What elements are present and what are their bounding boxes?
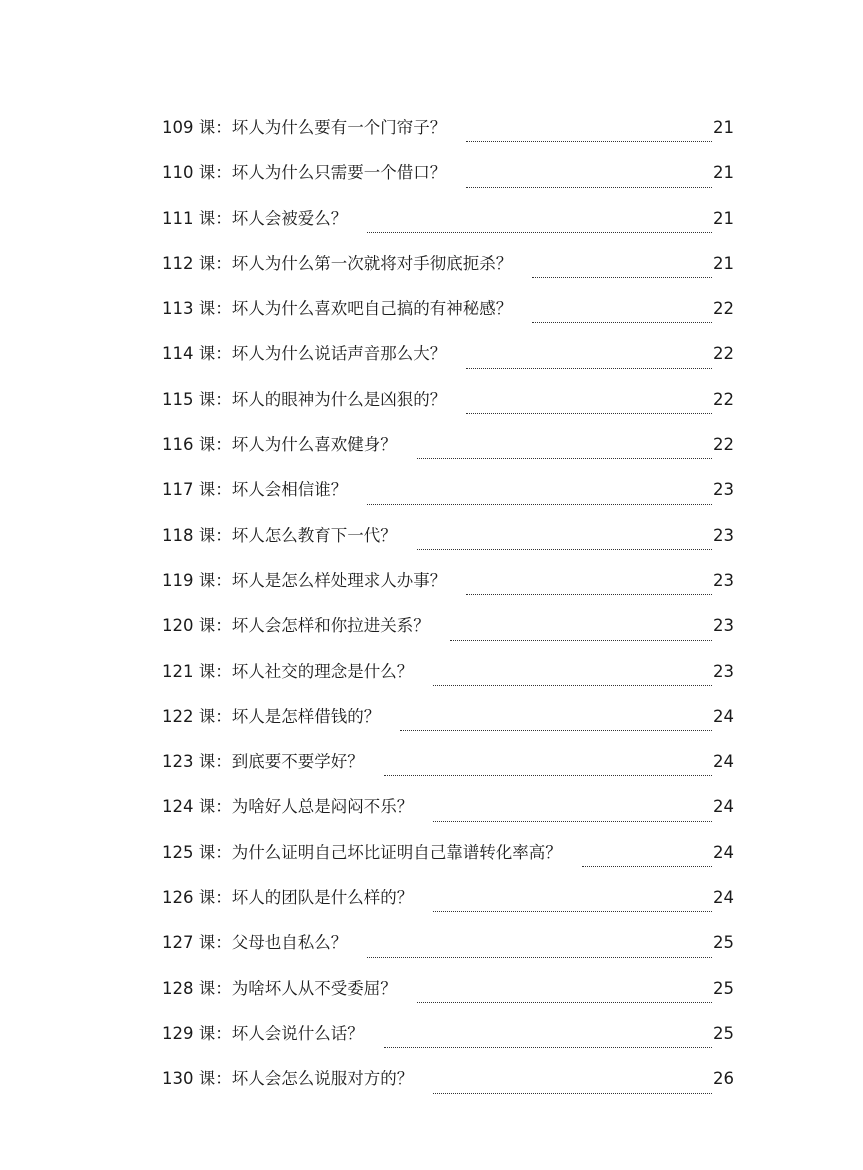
toc-page-number: 21 <box>713 163 734 183</box>
toc-entry-title: 112 课：坏人为什么第一次就将对手彻底扼杀？ <box>162 253 513 273</box>
toc-dot-leader <box>433 685 712 686</box>
toc-page-number: 23 <box>713 570 734 590</box>
toc-entry-title: 113 课：坏人为什么喜欢吧自己搞的有神秘感？ <box>162 299 513 319</box>
toc-dot-leader <box>532 322 712 323</box>
toc-dot-leader <box>466 413 712 414</box>
toc-entry-title: 115 课：坏人的眼神为什么是凶狠的？ <box>162 389 447 409</box>
toc-page-number: 24 <box>713 888 734 908</box>
toc-entry[interactable] <box>162 158 734 203</box>
toc-page-number: 24 <box>713 797 734 817</box>
toc-entry-title: 116 课：坏人为什么喜欢健身？ <box>162 435 397 455</box>
toc-dot-leader <box>417 458 712 459</box>
toc-entry[interactable] <box>162 792 734 837</box>
toc-page-number: 23 <box>713 616 734 636</box>
toc-page-number: 23 <box>713 480 734 500</box>
toc-dot-leader <box>433 821 712 822</box>
toc-dot-leader <box>367 504 712 505</box>
toc-entry[interactable] <box>162 339 734 384</box>
toc-dot-leader <box>466 368 712 369</box>
toc-dot-leader <box>384 775 712 776</box>
toc-page-number: 21 <box>713 253 734 273</box>
toc-dot-leader <box>417 549 712 550</box>
toc-dot-leader <box>367 957 712 958</box>
toc-page-number: 26 <box>713 1069 734 1089</box>
toc-entry[interactable] <box>162 521 734 566</box>
toc-dot-leader <box>384 1047 712 1048</box>
toc-dot-leader <box>466 594 712 595</box>
toc-entry-title: 129 课：坏人会说什么话？ <box>162 1023 364 1043</box>
toc-entry[interactable] <box>162 883 734 928</box>
toc-dot-leader <box>466 187 712 188</box>
toc-dot-leader <box>532 277 712 278</box>
toc-entry-title: 122 课：坏人是怎样借钱的？ <box>162 706 381 726</box>
toc-entry[interactable] <box>162 294 734 339</box>
toc-page-number: 22 <box>713 389 734 409</box>
toc-entry[interactable] <box>162 657 734 702</box>
toc-entry[interactable] <box>162 611 734 656</box>
toc-entry-title: 124 课：为啥好人总是闷闷不乐？ <box>162 797 414 817</box>
toc-entry[interactable] <box>162 249 734 294</box>
toc-page-number: 22 <box>713 435 734 455</box>
toc-entry-title: 109 课：坏人为什么要有一个门帘子？ <box>162 118 447 137</box>
toc-dot-leader <box>466 141 712 142</box>
toc-entry[interactable] <box>162 928 734 973</box>
toc-entry-title: 119 课：坏人是怎么样处理求人办事？ <box>162 570 447 590</box>
toc-entry-title: 118 课：坏人怎么教育下一代？ <box>162 525 397 545</box>
toc-entry-title: 128 课：为啥坏人从不受委屈？ <box>162 978 397 998</box>
toc-page-number: 25 <box>713 933 734 953</box>
toc-entry-title: 111 课：坏人会被爱么？ <box>162 208 348 228</box>
toc-page-number: 21 <box>713 208 734 228</box>
toc-page-number: 21 <box>713 118 734 137</box>
toc-entry[interactable] <box>162 430 734 475</box>
toc-page-number: 23 <box>713 525 734 545</box>
toc-entry[interactable] <box>162 475 734 520</box>
toc-dot-leader <box>400 730 712 731</box>
toc-entry[interactable] <box>162 113 734 158</box>
toc-page-number: 22 <box>713 299 734 319</box>
toc-page-number: 23 <box>713 661 734 681</box>
toc-dot-leader <box>367 232 712 233</box>
toc-entry[interactable] <box>162 1019 734 1064</box>
toc-entry-title: 117 课：坏人会相信谁？ <box>162 480 348 500</box>
toc-page-number: 25 <box>713 1023 734 1043</box>
toc-page-number: 25 <box>713 978 734 998</box>
toc-entry-title: 127 课：父母也自私么？ <box>162 933 348 953</box>
toc-entry[interactable] <box>162 974 734 1019</box>
toc-entry-title: 114 课：坏人为什么说话声音那么大？ <box>162 344 447 364</box>
toc-entry[interactable] <box>162 566 734 611</box>
toc-entry-title: 110 课：坏人为什么只需要一个借口？ <box>162 163 447 183</box>
toc-entry-title: 120 课：坏人会怎样和你拉进关系？ <box>162 616 430 636</box>
toc-entry[interactable] <box>162 747 734 792</box>
toc-entry[interactable] <box>162 838 734 883</box>
toc-entry-title: 125 课：为什么证明自己坏比证明自己靠谱转化率高？ <box>162 842 562 862</box>
toc-dot-leader <box>450 640 712 641</box>
toc-entry-title: 123 课：到底要不要学好？ <box>162 752 364 772</box>
toc-entry[interactable] <box>162 385 734 430</box>
table-of-contents <box>162 113 734 1110</box>
toc-dot-leader <box>433 1093 712 1094</box>
toc-entry-title: 126 课：坏人的团队是什么样的？ <box>162 888 414 908</box>
toc-dot-leader <box>582 866 712 867</box>
toc-dot-leader <box>417 1002 712 1003</box>
toc-entry[interactable] <box>162 1064 734 1109</box>
toc-page-number: 22 <box>713 344 734 364</box>
toc-page-number: 24 <box>713 842 734 862</box>
toc-entry[interactable] <box>162 702 734 747</box>
toc-page-number: 24 <box>713 706 734 726</box>
toc-entry[interactable] <box>162 204 734 249</box>
toc-page-number: 24 <box>713 752 734 772</box>
toc-entry-title: 121 课：坏人社交的理念是什么？ <box>162 661 414 681</box>
toc-entry-title: 130 课：坏人会怎么说服对方的？ <box>162 1069 414 1089</box>
toc-dot-leader <box>433 911 712 912</box>
